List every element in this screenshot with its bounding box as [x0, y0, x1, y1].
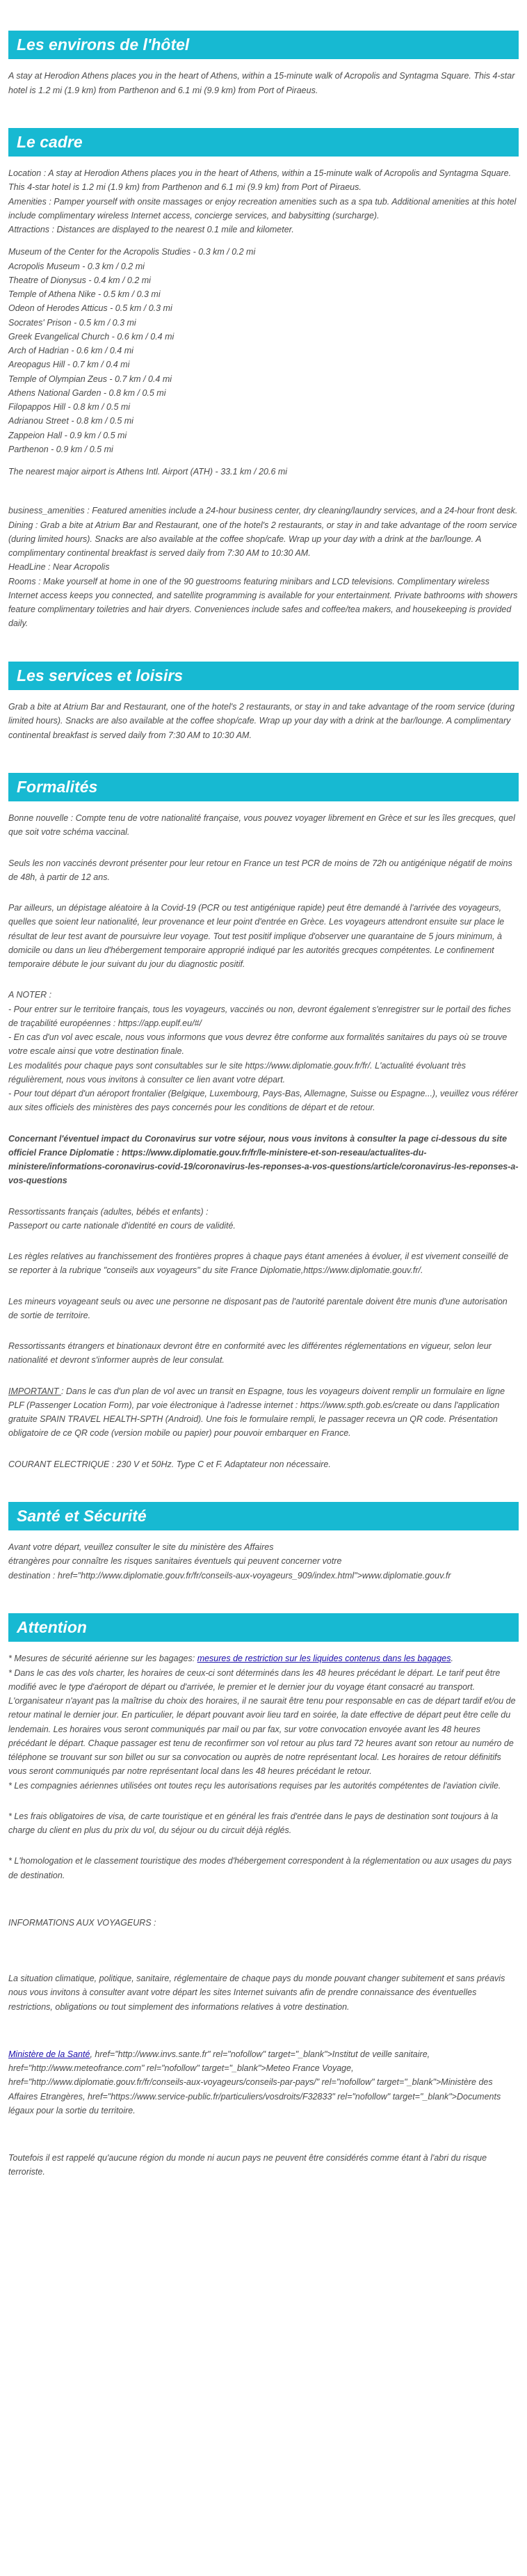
attraction-item: Athens National Garden - 0.8 km / 0.5 mi	[8, 387, 166, 398]
note-line: Les modalités pour chaque pays sont consultables sur le site https://www.diplomatie.gouv.fr/fr/. L'actualité évoluant très régulièrement, nous vous invitons à consulter ce lien avant votre départ.	[8, 1060, 467, 1085]
sante-title: Santé et Sécurité	[8, 1502, 519, 1530]
attractions-list	[8, 245, 519, 456]
ressortissants-label: Ressortissants français (adultes, bébés et enfants) :	[8, 1206, 209, 1217]
attraction-item: Parthenon - 0.9 km / 0.5 mi	[8, 444, 113, 454]
attention-p1	[8, 1651, 519, 1665]
services-section	[8, 662, 519, 742]
cadre-airport: The nearest major airport is Athens Intl. Airport (ATH) - 33.1 km / 20.6 mi	[8, 467, 288, 477]
formalites-p3: Par ailleurs, un dépistage aléatoire à la Covid-19 (PCR ou test antigénique rapide) peut être demandé à l'arrivée des voyageurs, quelles que soient leur nationalité, leur provenance et leur point d'entrée en Grèce. Les voyageurs attendront ensuite sur place le résultat de leur test avant de poursuivre leur voyage. Tout test positif implique d'observer une quarantaine de 5 jours minimum, à domicile ou dans un lieu d'hébergement temporaire approprié indiqué par les autorités grecques compétentes. Le confinement temporaire débute le jour suivant du jour du diagnostic positif.	[8, 903, 505, 970]
important-paragraph	[8, 1384, 519, 1441]
environs-section	[8, 31, 519, 97]
cadre-attractions: Attractions : Distances are displayed to the nearest 0.1 mile and kilometer.	[8, 225, 294, 235]
formalites-section	[8, 773, 519, 1471]
sante-line: étrangères pour connaître les risques sanitaires éventuels qui peuvent concerner votre	[8, 1556, 342, 1567]
cadre-headline: HeadLine : Near Acropolis	[8, 562, 110, 573]
situation-line: La situation climatique, politique, sanitaire, réglementaire de chaque pays du monde pouvant changer subitement et sans préavis	[8, 1974, 505, 1984]
services-text: Grab a bite at Atrium Bar and Restaurant, one of the hotel's 2 restaurants, or stay in and take advantage of the room service (during limited hours). Snacks are also available at the coffee shop/cafe. Wrap up your day with a drink at the bar/lounge. A complimentary continental breakfast is served daily from 7:30 AM to 10:30 AM.	[8, 702, 515, 740]
situation-line: nous vous invitons à consulter avant votre départ les sites Internet suivants afin de prendre connaissance des éventuelles restrictions, obligations ou tout simplement des informations relatives à votre destination.	[8, 1987, 477, 2012]
attraction-item: Zappeion Hall - 0.9 km / 0.5 mi	[8, 430, 127, 440]
passeport-text: Passeport ou carte nationale d'identité en cours de validité.	[8, 1220, 236, 1231]
regles-text: Les règles relatives au franchissement des frontières propres à chaque pays étant amenées à évoluer, il est vivement conseillé de se reporter à la rubrique "conseils aux voyageurs" du site France Diplomatie,https://www.diplomatie.gouv.fr/.	[8, 1251, 509, 1276]
environs-intro: A stay at Herodion Athens places you in the heart of Athens, within a 15-minute walk of Acropolis and Syntagma Square. This 4-star hotel is 1.2 mi (1.9 km) from Parthenon and 6.1 mi (9.9 km) from Port of Piraeus.	[8, 71, 515, 95]
etrangers-text: Ressortissants étrangers et binationaux devront être en conformité avec les différentes réglementations en vigueur, selon leur nationalité et devront s'informer auprès de leur consulat.	[8, 1341, 492, 1366]
cadre-location: Location : A stay at Herodion Athens places you in the heart of Athens, within a 15-minute walk of Acropolis and Syntagma Square. This 4-star hotel is 1.2 mi (1.9 km) from Parthenon and 6.1 mi (9.9 km) from Port of Piraeus.	[8, 168, 512, 193]
attention-p2: * Dans le cas des vols charter, les horaires de ceux-ci sont déterminés dans les 48 heures précédant le départ. Le tarif peut être modifié avec le type d'aéroport de départ ou d'arrivée, le premier et le dernier jour du voyage étant consacré au transport. L'organisateur n'ayant pas la maîtrise du choix des horaires, il ne saurait être tenu pour responsable en cas de départ tardif et/ou de retour matinal le dernier jour. En particulier, le départ pouvant avoir lieu tard en soirée, la date effective de départ peut être celle du lendemain. Les horaires vous seront communiqués par mail ou par fax, sur votre convocation envoyée avant les 48 heures précédant le départ. Chaque passager est tenu de reconfirmer son vol retour au plus tard 72 heures avant son retour au numéro de téléphone se trouvant sur son billet ou sur sa convocation ou auprès de notre représentant local. Les horaires de retour définitifs vous seront communiqués par notre représentant local dans les 48 heures précédant le retour.	[8, 1667, 516, 1777]
toutefois-text: Toutefois il est rappelé qu'aucune région du monde ni aucun pays ne peuvent être considérés comme étant à l'abri du risque terroriste.	[8, 2153, 487, 2177]
cadre-business: business_amenities : Featured amenities include a 24-hour business center, dry cleaning/laundry services, and a 24-hour front desk.	[8, 506, 518, 516]
attention-section	[8, 1613, 519, 2179]
cadre-amenities: Amenities : Pamper yourself with onsite massages or enjoy recreation amenities such as a spa tub. Additional amenities at this hotel include complimentary wireless Internet access, concierge services, and babysitting (surcharge).	[8, 196, 517, 221]
attention-title: Attention	[8, 1613, 519, 1642]
attraction-item: Arch of Hadrian - 0.6 km / 0.4 mi	[8, 346, 133, 356]
note-line: - Pour tout départ d'un aéroport frontalier (Belgique, Luxembourg, Pays-Bas, Allemagne, Suisse ou Espagne...), veuillez vous référer aux sites officiels des ministères des pays concernés pour les conditions de départ et de retour.	[8, 1089, 518, 1113]
attraction-item: Museum of the Center for the Acropolis Studies - 0.3 km / 0.2 mi	[8, 247, 256, 257]
cadre-dining: Dining : Grab a bite at Atrium Bar and Restaurant, one of the hotel's 2 restaurants, or stay in and take advantage of the room service (during limited hours). Snacks are also available at the coffee shop/cafe. Wrap up your day with a drink at the bar/lounge. A complimentary continental breakfast is served daily from 7:30 AM to 10:30 AM.	[8, 520, 517, 559]
cadre-rooms: Rooms : Make yourself at home in one of the 90 guestrooms featuring minibars and LCD televisions. Complimentary wireless Internet access keeps you connected, and satellite programming is available for your entertainment. Private bathrooms with showers feature complimentary toiletries and hair dryers. Conveniences include safes and coffee/tea makers, and housekeeping is provided daily.	[8, 576, 518, 629]
courant-text: COURANT ELECTRIQUE : 230 V et 50Hz. Type C et F. Adaptateur non nécessaire.	[8, 1459, 331, 1469]
ministere-sante-link[interactable]: Ministère de la Santé	[8, 2049, 90, 2059]
mineurs-text: Les mineurs voyageant seuls ou avec une personne ne disposant pas de l'autorité parentale doivent être munis d'une autorisation de sortie de territoire.	[8, 1296, 508, 1320]
attraction-item: Greek Evangelical Church - 0.6 km / 0.4 mi	[8, 331, 175, 342]
note-line: - En cas d'un vol avec escale, nous vous informons que vous devrez être conforme aux formalités sanitaires du pays où se trouve votre escale ainsi que votre destination finale.	[8, 1032, 508, 1057]
formalites-p1: Bonne nouvelle : Compte tenu de votre nationalité française, vous pouvez voyager librement en Grèce et sur les îles grecques, quel que soit votre schéma vaccinal.	[8, 813, 515, 838]
covid-notice: Concernant l'éventuel impact du Coronavirus sur votre séjour, nous vous invitons à consulter la page ci-dessous du site officiel France Diplomatie : https://www.diplomatie.gouv.fr/fr/le-ministere-et-son-reseau/actualites-du-ministere/informations-coronavirus-covid-19/coronavirus-les-reponses-a-vos-questions/article/coronavirus-les-reponses-a-vos-questions	[8, 1133, 519, 1186]
important-label: IMPORTANT	[8, 1386, 61, 1396]
attention-p3: * Les compagnies aériennes utilisées ont toutes reçu les autorisations requises par les autorités compétentes de l'aviation civile.	[8, 1780, 501, 1791]
liquids-restriction-link[interactable]: mesures de restriction sur les liquides contenus dans les bagages	[197, 1654, 451, 1664]
attraction-item: Acropolis Museum - 0.3 km / 0.2 mi	[8, 261, 145, 271]
formalites-title: Formalités	[8, 773, 519, 801]
ministere-rest: , href="http://www.invs.sante.fr" rel="nofollow" target="_blank">Institut de veille sanitaire, href="http://www.meteofrance.com" rel="nofollow" target="_blank">Meteo France Voyage, href="http://www.diplomatie.gouv.fr/fr/conseils-aux-voyageurs/conseils-par-pays/" rel="nofollow" target="_blank">Ministère des Affaires Etrangères, href="https://www.service-public.fr/particuliers/vosdroits/F32833" rel="nofollow" target="_blank">Documents légaux pour la sortie du territoire.	[8, 2049, 501, 2115]
services-title: Les services et loisirs	[8, 662, 519, 690]
attraction-item: Socrates' Prison - 0.5 km / 0.3 mi	[8, 317, 136, 328]
important-text: : Dans le cas d'un plan de vol avec un transit en Espagne, tous les voyageurs doivent remplir un formulaire en ligne PLF (Passenger Location Form), par voie électronique à l'adresse internet : https://www.spth.gob.es/create ou dans l'application gratuite SPAIN TRAVEL HEALTH-SPTH (Android). Une fois le formulaire rempli, le passager recevra un QR code. Présentation obligatoire de ce QR code (version mobile ou papier) pour pouvoir embarquer en France.	[8, 1386, 505, 1439]
environs-title: Les environs de l'hôtel	[8, 31, 519, 59]
attraction-item: Filopappos Hill - 0.8 km / 0.5 mi	[8, 402, 131, 413]
note-title: A NOTER :	[8, 990, 52, 1000]
ministere-paragraph	[8, 2047, 519, 2118]
sante-line: Avant votre départ, veuillez consulter le site du ministère des Affaires	[8, 1542, 274, 1553]
attention-p1-prefix: * Mesures de sécurité aérienne sur les bagages:	[8, 1654, 197, 1664]
attraction-item: Temple of Olympian Zeus - 0.7 km / 0.4 mi	[8, 374, 172, 384]
attention-p1-suffix: .	[451, 1654, 453, 1664]
attraction-item: Adrianou Street - 0.8 km / 0.5 mi	[8, 416, 133, 426]
infos-title: INFORMATIONS AUX VOYAGEURS :	[8, 1917, 156, 1928]
attention-p4: * Les frais obligatoires de visa, de carte touristique et en général les frais d'entrée dans le pays de destination sont toujours à la charge du client en plus du prix du vol, du séjour ou du circuit déjà réglés.	[8, 1811, 498, 1836]
attention-p5: * L'homologation et le classement touristique des modes d'hébergement correspondent à la réglementation ou aux usages du pays de destination.	[8, 1856, 512, 1880]
cadre-section	[8, 128, 519, 631]
attraction-item: Temple of Athena Nike - 0.5 km / 0.3 mi	[8, 289, 161, 300]
cadre-title: Le cadre	[8, 128, 519, 157]
formalites-p2: Seuls les non vaccinés devront présenter pour leur retour en France un test PCR de moins de 72h ou antigénique négatif de moins de 48h, à partir de 12 ans.	[8, 858, 512, 882]
attraction-item: Theatre of Dionysus - 0.4 km / 0.2 mi	[8, 275, 151, 285]
note-line: - Pour entrer sur le territoire français, tous les voyageurs, vaccinés ou non, devront également s'enregistrer sur le portail des fiches de traçabilité européennes : https://app.euplf.eu/#/	[8, 1004, 511, 1028]
attraction-item: Areopagus Hill - 0.7 km / 0.4 mi	[8, 360, 130, 370]
sante-section	[8, 1502, 519, 1583]
sante-line: destination : href="http://www.diplomatie.gouv.fr/fr/conseils-aux-voyageurs_909/index.html">www.diplomatie.gouv.fr	[8, 1570, 451, 1581]
attraction-item: Odeon of Herodes Atticus - 0.5 km / 0.3 mi	[8, 303, 172, 314]
